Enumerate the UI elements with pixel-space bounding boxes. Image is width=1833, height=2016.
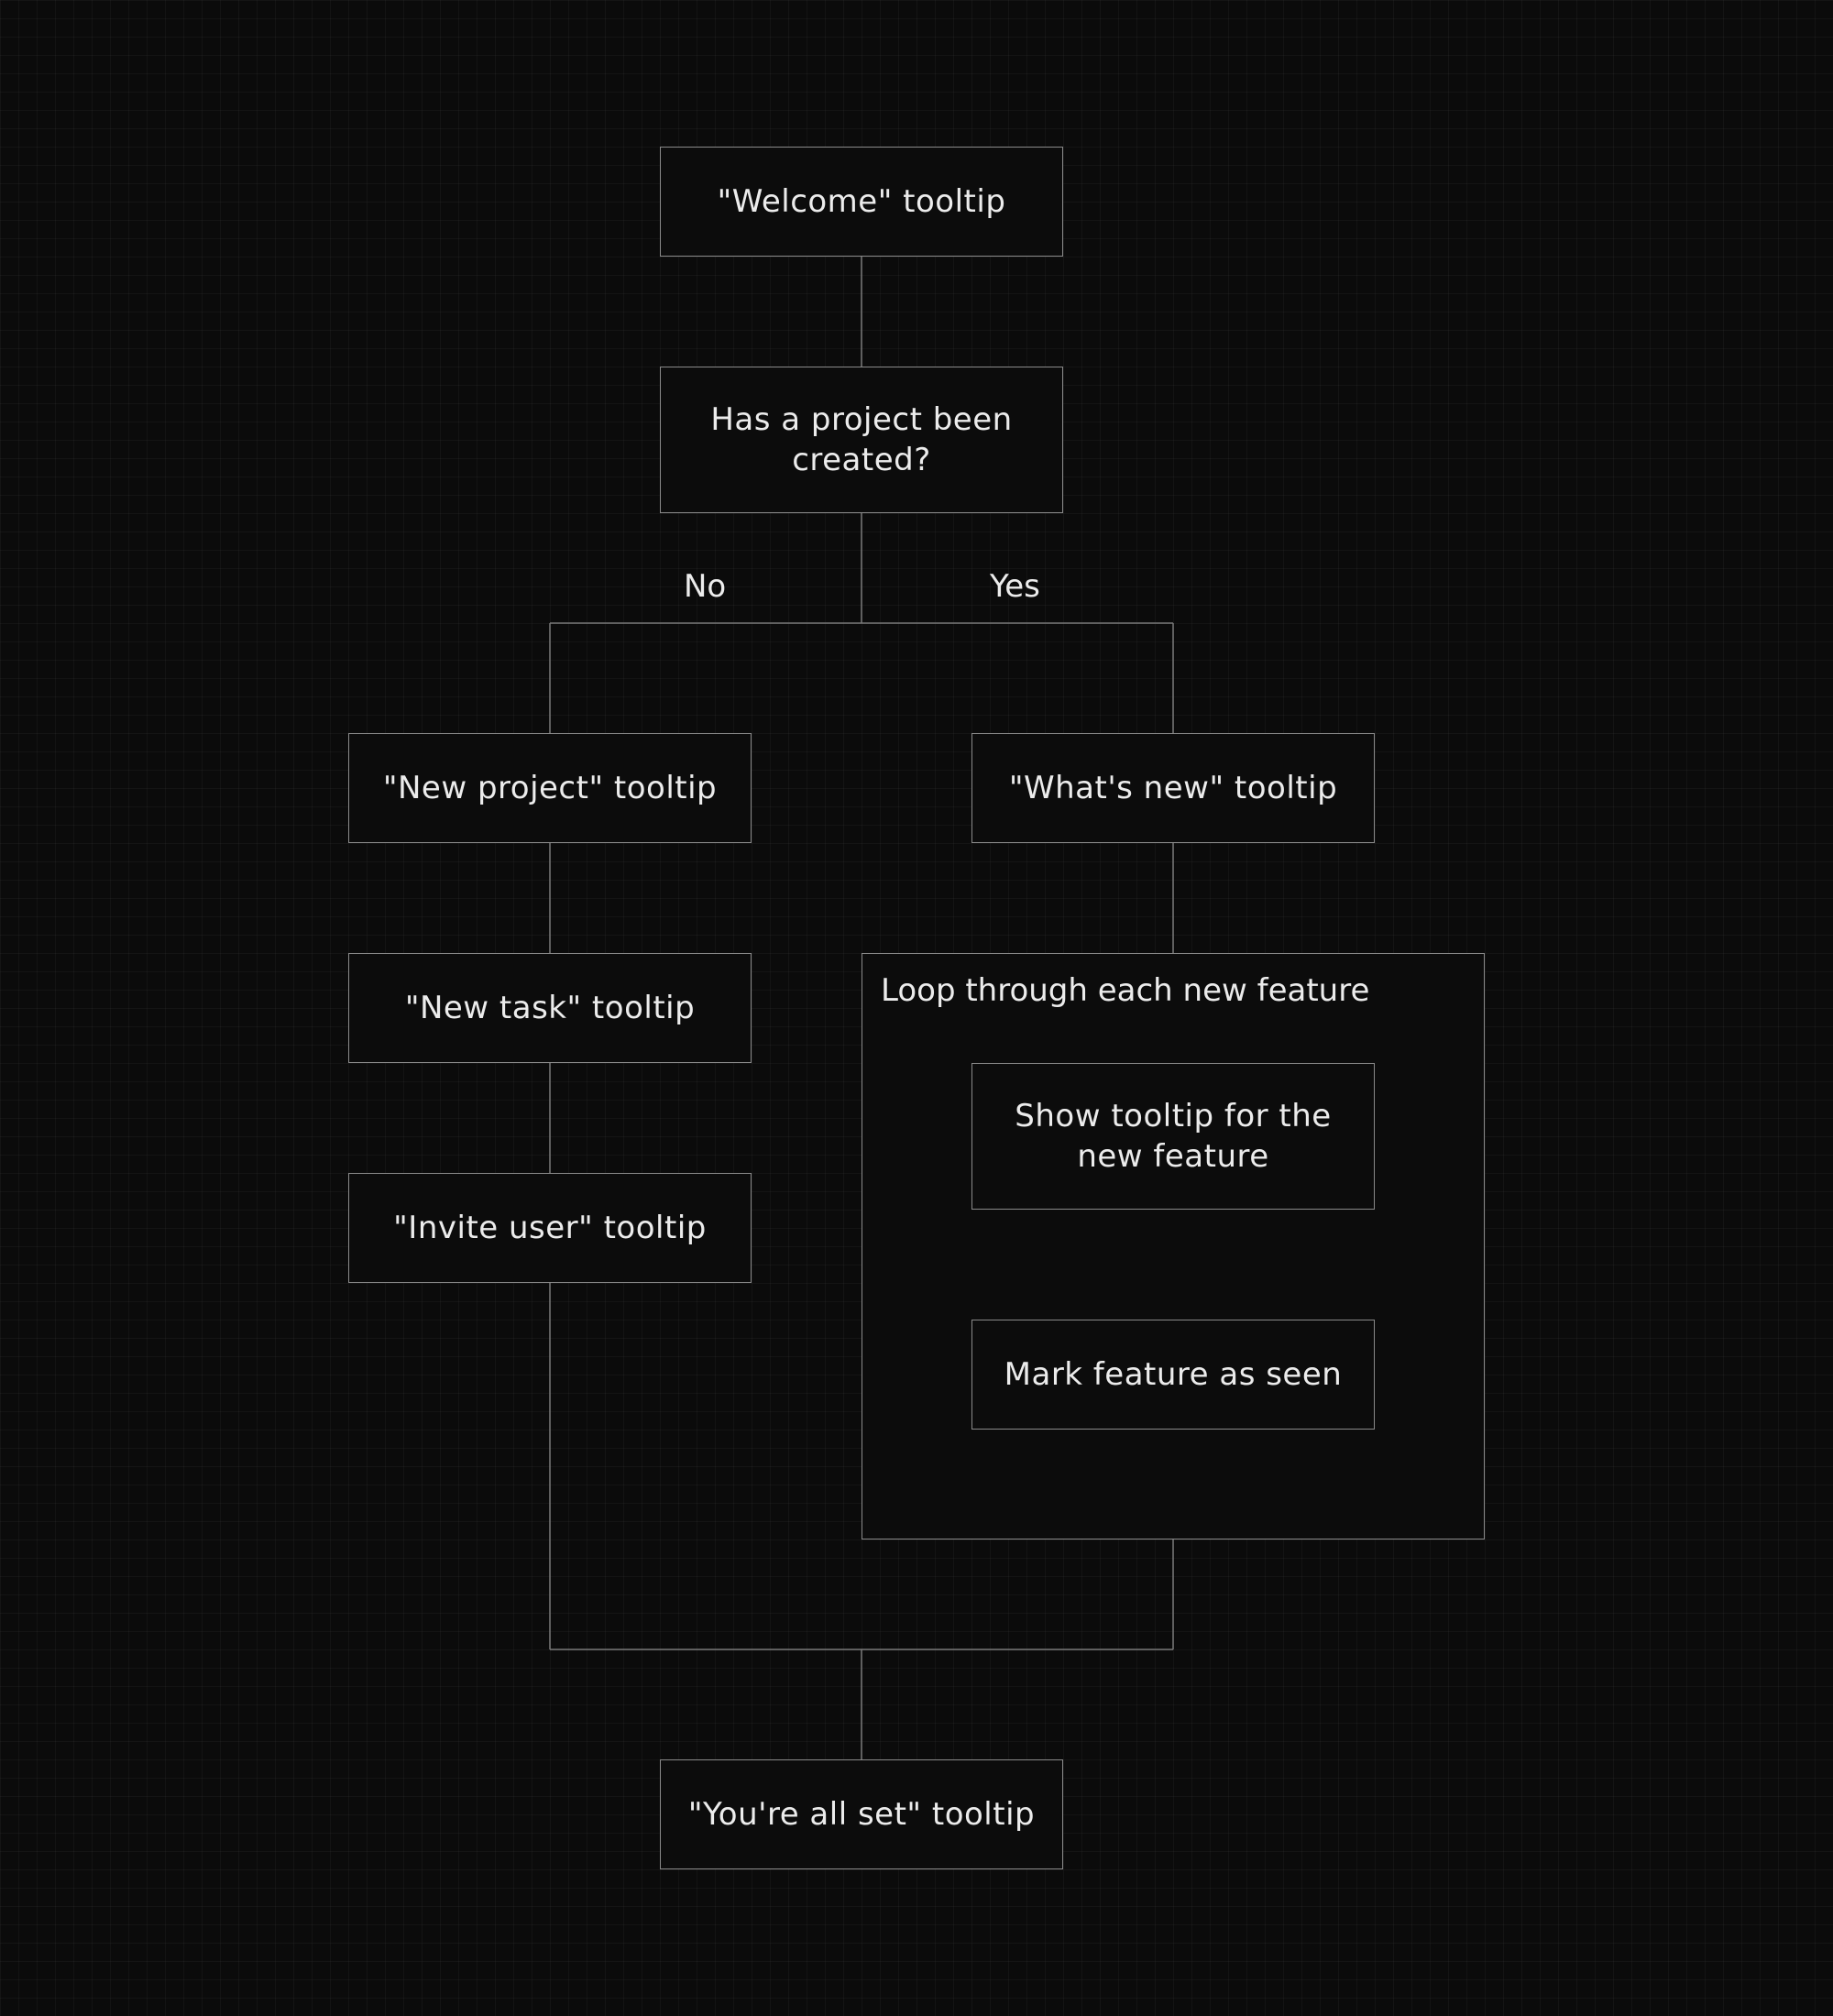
whats-new-tooltip-node bbox=[971, 733, 1375, 843]
new-project-tooltip-label: "New project" tooltip bbox=[382, 770, 718, 806]
loop-group bbox=[862, 953, 1485, 1539]
mark-seen-node bbox=[971, 1320, 1375, 1430]
all-set-tooltip-label: "You're all set" tooltip bbox=[687, 1796, 1036, 1833]
whats-new-tooltip-label: "What's new" tooltip bbox=[1008, 770, 1338, 806]
new-project-tooltip-node bbox=[348, 733, 752, 843]
new-task-tooltip-label: "New task" tooltip bbox=[404, 990, 696, 1026]
welcome-tooltip-node bbox=[660, 147, 1063, 257]
loop-group-label: Loop through each new feature bbox=[881, 972, 1370, 1009]
welcome-tooltip-label: "Welcome" tooltip bbox=[717, 183, 1006, 220]
new-task-tooltip-node bbox=[348, 953, 752, 1063]
invite-user-tooltip-label: "Invite user" tooltip bbox=[393, 1210, 707, 1246]
all-set-tooltip-node bbox=[660, 1759, 1063, 1869]
show-tooltip-node bbox=[971, 1063, 1375, 1210]
mark-seen-label: Mark feature as seen bbox=[1004, 1356, 1343, 1393]
edge-label-yes: Yes bbox=[990, 568, 1040, 605]
project-created-label: Has a project been created? bbox=[710, 401, 1013, 478]
show-tooltip-label: Show tooltip for the new feature bbox=[1015, 1098, 1332, 1175]
edge-label-no: No bbox=[684, 568, 727, 605]
project-created-decision-node bbox=[660, 367, 1063, 513]
invite-user-tooltip-node bbox=[348, 1173, 752, 1283]
